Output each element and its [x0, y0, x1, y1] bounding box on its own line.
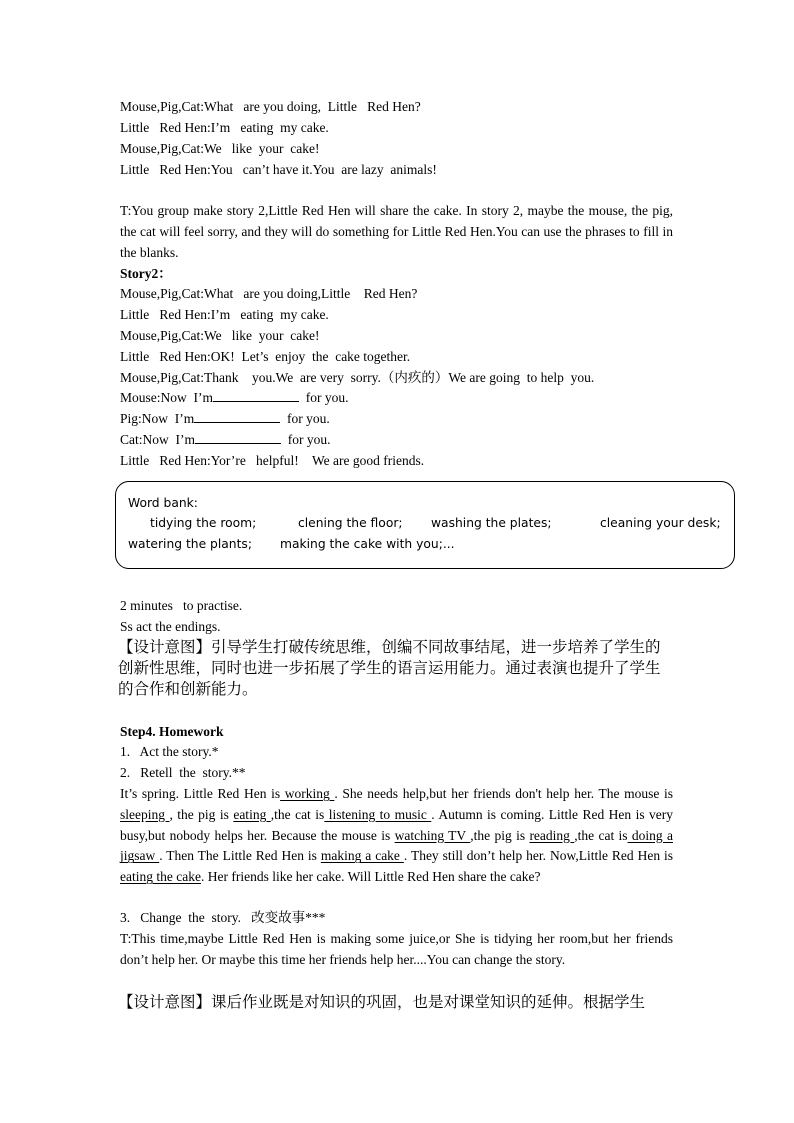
answer-underline: watching TV [394, 827, 471, 843]
word-bank-box [115, 481, 735, 569]
story1-line-3: Mouse,Pig,Cat:We like your cake! [120, 141, 320, 156]
story1-line-1: Mouse,Pig,Cat:What are you doing, Little Red Hen? [120, 99, 421, 114]
answer-underline: eating [233, 806, 271, 822]
answer-underline: working [280, 786, 335, 801]
word-bank-item: cleaning your desk; [600, 516, 721, 530]
fill-blank[interactable] [195, 431, 281, 444]
retell-paragraph: It’s spring. Little Red Hen is working . She needs help,but her friends don't help her. The mouse is sleeping , the pig is eating ,the cat is listening to music . Autumn is coming. Little Red Hen is very busy,but nobody helps her. Because the mouse is watching TV ,the pig is reading ,the cat is doing a jigsaw . Then The Little Red Hen is making a cake . They still don’t help her. Now,Little Red Hen is eating the cake. Her friends like her cake. Will Little Red Hen share the cake? [120, 786, 674, 885]
homework-heading: Step4. Homework [120, 724, 224, 739]
homework-item-1: 1. Act the story.* [120, 744, 219, 759]
design-intent-paragraph: 【设计意图】引导学生打破传统思维，创编不同故事结尾，进一步培养了学生的创新性思维，同时也进一步拓展了学生的语言运用能力。通过表演也提升了学生的合作和创新能力。 [118, 638, 661, 698]
design-intent-paragraph-2: 【设计意图】课后作业既是对知识的巩固，也是对课堂知识的延伸。根据学生 [118, 993, 646, 1011]
fill-blank[interactable] [194, 410, 280, 423]
word-bank-item: watering the plants; [128, 537, 252, 551]
teacher-intro-paragraph: T:You group make story 2,Little Red Hen will share the cake. In story 2, maybe the mouse, the pig, the cat will feel sorry, and they will do something for Little Red Hen.You can use the phrases to fill in the blanks. [120, 203, 673, 260]
answer-underline: reading [529, 827, 575, 843]
story2-line-4: Little Red Hen:OK! Let’s enjoy the cake together. [120, 349, 411, 364]
story2-line-2: Little Red Hen:I’m eating my cake. [120, 307, 329, 322]
homework-item-2: 2. Retell the story.** [120, 765, 246, 780]
word-bank-item: washing the plates; [431, 516, 552, 530]
answer-underline: making a cake [320, 848, 404, 864]
story2-heading: Story2： [120, 266, 172, 281]
word-bank-item: tidying the room; [150, 516, 257, 530]
fill-line-cat: Cat:Now I’m for you. [120, 432, 331, 447]
story2-line-1: Mouse,Pig,Cat:What are you doing,Little Red Hen? [120, 286, 418, 301]
practice-line-1: 2 minutes to practise. [120, 598, 243, 613]
answer-underline: eating the cake [120, 869, 201, 885]
change-story-paragraph: T:This time,maybe Little Red Hen is making some juice,or She is tidying her room,but her friends don’t help her. Or maybe this time her friends help her....You can change the story. [120, 931, 673, 967]
story1-line-2: Little Red Hen:I’m eating my cake. [120, 120, 329, 135]
practice-line-2: Ss act the endings. [120, 619, 221, 634]
fill-blank[interactable] [213, 389, 299, 402]
answer-underline: doing a jigsaw [120, 827, 673, 864]
word-bank-item: clening the floor; [298, 516, 403, 530]
story2-line-5: Mouse,Pig,Cat:Thank you.We are very sorry.（内疚的）We are going to help you. [120, 370, 595, 385]
answer-underline: listening to music [324, 806, 432, 822]
word-bank-item: making the cake with you;... [280, 537, 455, 551]
fill-line-pig: Pig:Now I’m for you. [120, 411, 330, 426]
fill-line-mouse: Mouse:Now I’m for you. [120, 390, 349, 405]
story2-line-3: Mouse,Pig,Cat:We like your cake! [120, 328, 320, 343]
homework-item-3: 3. Change the story. 改变故事*** [120, 910, 326, 925]
word-bank-title: Word bank: [128, 496, 198, 510]
answer-underline: sleeping [120, 806, 170, 822]
story1-line-4: Little Red Hen:You can’t have it.You are lazy animals! [120, 162, 437, 177]
story2-closing: Little Red Hen:Yor’re helpful! We are good friends. [120, 453, 425, 468]
